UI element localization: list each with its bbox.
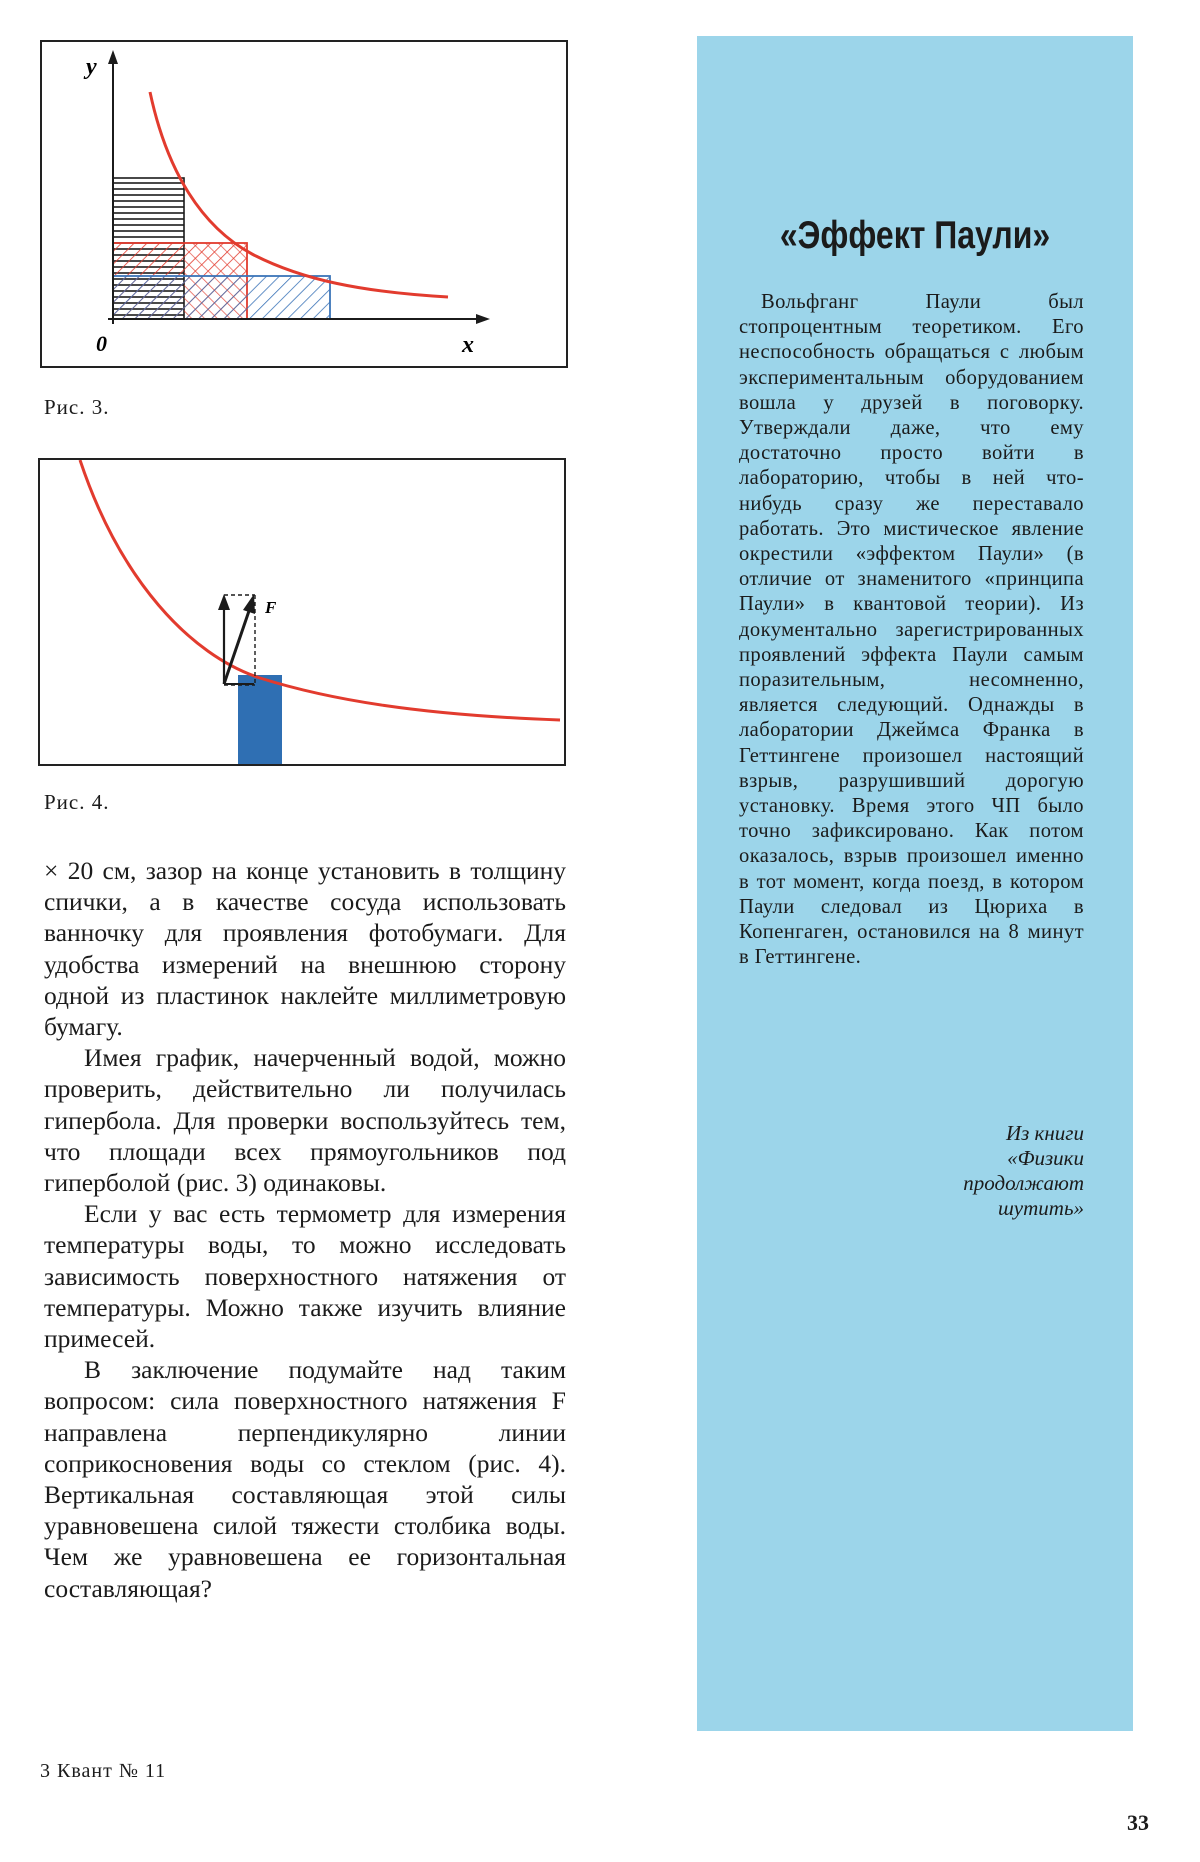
sidebar-title: «Эффект Паули»	[779, 214, 1051, 257]
origin-label: 0	[96, 331, 107, 356]
figure-3-graph	[42, 42, 566, 366]
paragraph-1: × 20 см, зазор на конце установить в толщину спички, а в качестве сосуда использовать ванночку для проявления фотобумаги. Для удобства измерений на внешнюю сторону одной из пластинок наклейте миллиметровую бумагу.	[44, 856, 566, 1042]
journal-footer: 3 Квант № 11	[40, 1760, 167, 1782]
sidebar-box	[697, 36, 1133, 1731]
source-line: «Физики	[1007, 1146, 1084, 1170]
x-axis-label: x	[462, 332, 474, 358]
paragraph-4: В заключение подумайте над таким вопросом: сила поверхностного натяжения F направлена перпендикулярно линии соприкосновения воды со стеклом (рис. 4). Вертикальная составляющая этой силы уравновешена силой тяжести столбика воды. Чем же уравновешена ее горизонтальная составляющая?	[44, 1355, 566, 1603]
sidebar-text: Вольфганг Паули был стопроцентным теоретиком. Его неспособность обращаться с любым экспериментальным оборудованием вошла у друзей в поговорку. Утверждали даже, что ему достаточно просто войти в лабораторию, чтобы в ней что-нибудь сразу же переставало работать. Это мистическое явление окрестили «эффектом Паули» (в отличие от знаменитого «принципа Паули» в квантовой теории). Из документально зарегистрированных проявлений эффекта Паули самым поразительным, несомненно, является следующий. Однажды в лаборатории Джеймса Франка в Геттингене произошел настоящий взрыв, разрушивший дорогую установку. Время этого ЧП было точно зафиксировано. Как потом оказалось, взрыв произошел именно в тот момент, когда поезд, в котором Паули следовал из Цюриха в Копенгаген, остановился на 8 минут в Геттингене.	[739, 291, 1084, 969]
figure-3	[40, 40, 568, 368]
water-column	[238, 675, 282, 764]
figure-4-graph	[40, 460, 564, 764]
sidebar-source	[897, 1121, 1084, 1221]
source-line: Из книги	[1005, 1121, 1084, 1145]
figure-3-caption: Рис. 3.	[44, 395, 110, 419]
main-text	[44, 855, 566, 1604]
y-axis-label: y	[86, 54, 97, 80]
figure-4-caption: Рис. 4.	[44, 790, 110, 814]
page-number: 33	[1127, 1810, 1149, 1835]
force-label: F	[265, 598, 277, 617]
paragraph-2: Имея график, начерченный водой, можно проверить, действительно ли получилась гипербола. Для проверки воспользуйтесь тем, что площади всех прямоугольников под гиперболой (рис. 3) одинаковы.	[44, 1043, 566, 1198]
rect-blue	[113, 276, 330, 319]
meniscus-curve	[80, 460, 560, 720]
figure-4	[38, 458, 566, 766]
paragraph-3: Если у вас есть термометр для измерения температуры воды, то можно исследовать зависимость поверхностного натяжения от температуры. Можно также изучить влияние примесей.	[44, 1199, 566, 1354]
source-line: продолжают	[963, 1171, 1084, 1195]
source-line: шутить»	[997, 1196, 1084, 1220]
